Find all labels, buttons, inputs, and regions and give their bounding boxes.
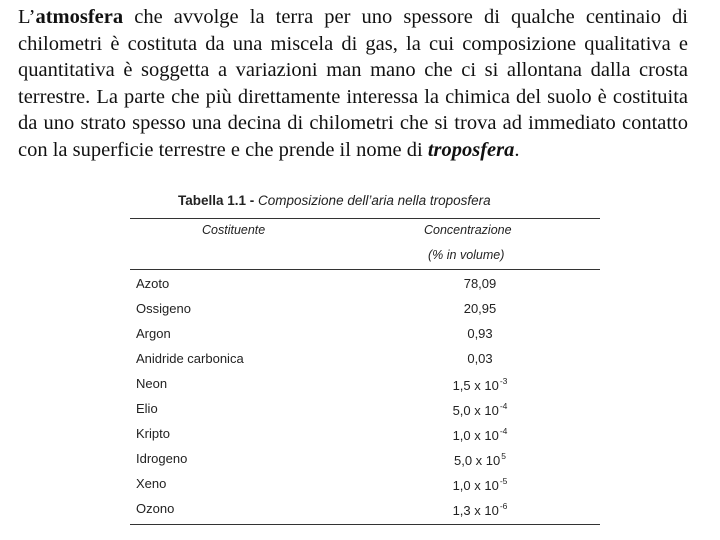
table-row: [130, 497, 600, 522]
table-top-rule: [130, 218, 600, 219]
concentration-mantissa: 1,0 x 10: [452, 428, 499, 443]
concentration-exponent: -4: [499, 401, 508, 411]
table-row: [130, 472, 600, 497]
concentration-exponent: 5: [501, 451, 506, 461]
concentration-mantissa: 5,0 x 10: [454, 453, 501, 468]
paragraph-end: .: [514, 138, 520, 161]
table-caption: [178, 193, 491, 208]
concentration-exponent: -5: [499, 476, 508, 486]
concentration-exponent: -6: [499, 501, 508, 511]
table-row: [130, 297, 600, 322]
constituent-name: Anidride carbonica: [136, 351, 244, 366]
concentration-mantissa: 20,95: [463, 301, 497, 316]
constituent-name: Kripto: [136, 426, 170, 441]
concentration-value: [410, 351, 550, 366]
table-caption-title: Composizione dell’aria nella troposfera: [254, 193, 491, 208]
concentration-mantissa: 0,03: [467, 351, 493, 366]
concentration-value: [410, 451, 550, 468]
concentration-value: [410, 426, 550, 443]
concentration-value: [410, 276, 550, 291]
table-header-rule: [130, 269, 600, 270]
concentration-mantissa: 1,5 x 10: [452, 378, 499, 393]
concentration-exponent: -3: [499, 376, 508, 386]
concentration-value: [410, 501, 550, 518]
concentration-mantissa: 0,93: [467, 326, 493, 341]
composition-table: [130, 190, 600, 530]
header-concentration: Concentrazione: [424, 223, 512, 237]
table-row: [130, 447, 600, 472]
header-unit: (% in volume): [428, 248, 505, 262]
term-troposfera: troposfera: [427, 138, 515, 161]
term-atmosfera: atmosfera: [35, 6, 124, 28]
constituent-name: Idrogeno: [136, 451, 188, 466]
concentration-value: [410, 301, 550, 316]
constituent-name: Ossigeno: [136, 301, 191, 316]
table-row: [130, 397, 600, 422]
paragraph-lead: L’: [18, 6, 36, 28]
table-bottom-rule: [130, 524, 600, 525]
table-row: [130, 372, 600, 397]
constituent-name: Xeno: [136, 476, 167, 491]
table-caption-number: Tabella 1.1 -: [178, 193, 255, 208]
constituent-name: Elio: [136, 401, 158, 416]
table-row: [130, 422, 600, 447]
constituent-name: Neon: [136, 376, 168, 391]
concentration-value: [410, 476, 550, 493]
concentration-mantissa: 1,3 x 10: [452, 503, 499, 518]
constituent-name: Azoto: [136, 276, 170, 291]
header-constituent: Costituente: [202, 223, 266, 237]
concentration-value: [410, 376, 550, 393]
table-row: [130, 322, 600, 347]
paragraph-body: che avvolge la terra per uno spessore di qualche centinaio di chilometri è costituta da una miscela di gas, la cui composizione qualitativa e quantitativa è soggetta a variazioni man mano che ci si allontana dalla crosta terrestre. La parte che più direttamente interessa la chimica del suolo è costituita da uno strato spesso una decina di chilometri che si trova ad immediato contatto con la superficie terrestre e che prende il nome di: [18, 6, 688, 161]
constituent-name: Argon: [136, 326, 171, 341]
concentration-mantissa: 5,0 x 10: [452, 403, 499, 418]
concentration-exponent: -4: [499, 426, 508, 436]
table-row: [130, 347, 600, 372]
concentration-value: [410, 401, 550, 418]
concentration-mantissa: 1,0 x 10: [452, 478, 499, 493]
concentration-value: [410, 326, 550, 341]
table-row: [130, 272, 600, 297]
concentration-mantissa: 78,09: [463, 276, 497, 291]
constituent-name: Ozono: [136, 501, 175, 516]
intro-paragraph: [18, 4, 688, 163]
